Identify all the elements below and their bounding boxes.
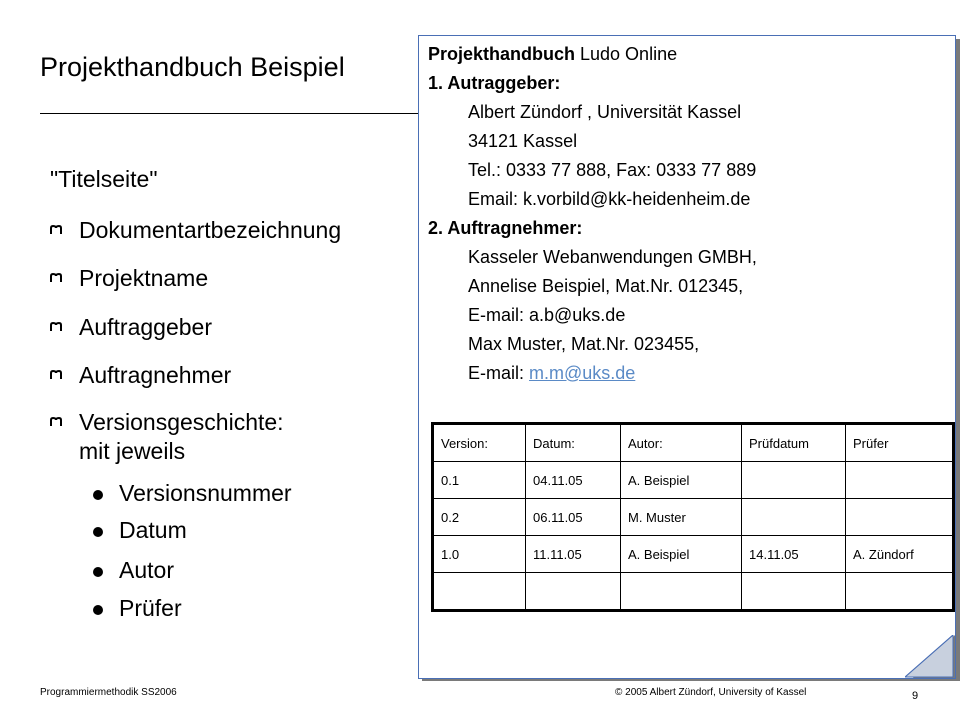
project-info (428, 40, 757, 388)
bullet-dot-icon (93, 490, 103, 500)
table-header-cell: Datum: (526, 424, 621, 462)
table-header-cell: Prüfer (846, 424, 954, 462)
table-header-row (433, 424, 954, 462)
bullet-marker-icon (50, 322, 62, 332)
contractor-line: E-mail: a.b@uks.de (468, 305, 626, 325)
footer-copyright: © 2005 Albert Zündorf, University of Kassel (615, 687, 807, 698)
slide-title: Projekthandbuch Beispiel (40, 52, 345, 82)
bullet-label: Dokumentartbezeichnung (79, 217, 342, 243)
bullet-label: Auftragnehmer (79, 362, 232, 388)
table-cell: A. Beispiel (621, 536, 742, 573)
bullet-marker-icon (50, 225, 62, 235)
table-cell: 04.11.05 (526, 462, 621, 499)
table-cell (846, 573, 954, 611)
bullet-marker-icon (50, 417, 62, 427)
client-line: 34121 Kassel (468, 131, 578, 151)
table-cell (846, 462, 954, 499)
bullet-continuation: mit jeweils (79, 438, 186, 464)
page-fold-icon (905, 635, 960, 685)
bullet-marker-icon (50, 370, 62, 380)
intro-text: "Titelseite" (50, 166, 158, 192)
table-cell: 1.0 (433, 536, 526, 573)
client-heading: 1. Autraggeber: (428, 73, 561, 93)
bullet-label: Auftraggeber (79, 314, 212, 340)
contractor-line: Max Muster, Mat.Nr. 023455, (468, 334, 700, 354)
table-cell (846, 499, 954, 536)
table-cell (742, 462, 846, 499)
table-header-cell: Prüfdatum (742, 424, 846, 462)
table-cell (433, 573, 526, 611)
bullet-label: Projektname (79, 265, 209, 291)
table-row (433, 573, 954, 611)
sub-bullet-label: Prüfer (119, 595, 182, 621)
sub-bullet-label: Versionsnummer (119, 480, 292, 506)
table-cell (742, 499, 846, 536)
table-cell (742, 573, 846, 611)
note-heading: Projekthandbuch Ludo Online (428, 44, 678, 64)
version-table (431, 422, 955, 612)
table-cell: 06.11.05 (526, 499, 621, 536)
table-cell (621, 573, 742, 611)
bullet-dot-icon (93, 567, 103, 577)
table-cell: A. Zündorf (846, 536, 954, 573)
page-number: 9 (912, 690, 919, 702)
table-cell: 0.2 (433, 499, 526, 536)
table-cell: 14.11.05 (742, 536, 846, 573)
title-underline (40, 113, 420, 114)
client-line: Albert Zündorf , Universität Kassel (468, 102, 742, 122)
bullet-dot-icon (93, 527, 103, 537)
contractor-heading: 2. Auftragnehmer: (428, 218, 583, 238)
email-link[interactable]: m.m@uks.de (529, 363, 636, 383)
table-cell: M. Muster (621, 499, 742, 536)
table-cell: A. Beispiel (621, 462, 742, 499)
table-row (433, 536, 954, 573)
contractor-line: Annelise Beispiel, Mat.Nr. 012345, (468, 276, 744, 296)
table-cell: 0.1 (433, 462, 526, 499)
table-cell (526, 573, 621, 611)
bullet-dot-icon (93, 605, 103, 615)
table-header-cell: Version: (433, 424, 526, 462)
bullet-label: Versionsgeschichte: (79, 409, 284, 435)
table-cell: 11.11.05 (526, 536, 621, 573)
sub-bullet-label: Datum (119, 517, 187, 543)
client-line: Email: k.vorbild@kk-heidenheim.de (468, 189, 751, 209)
sub-bullet-label: Autor (119, 557, 174, 583)
table-row (433, 499, 954, 536)
bullet-marker-icon (50, 273, 62, 283)
contractor-line: Kasseler Webanwendungen GMBH, (468, 247, 757, 267)
table-row (433, 462, 954, 499)
contractor-email-line: E-mail: m.m@uks.de (468, 363, 636, 383)
client-line: Tel.: 0333 77 888, Fax: 0333 77 889 (468, 160, 757, 180)
footer-course: Programmiermethodik SS2006 (40, 687, 177, 698)
table-header-cell: Autor: (621, 424, 742, 462)
